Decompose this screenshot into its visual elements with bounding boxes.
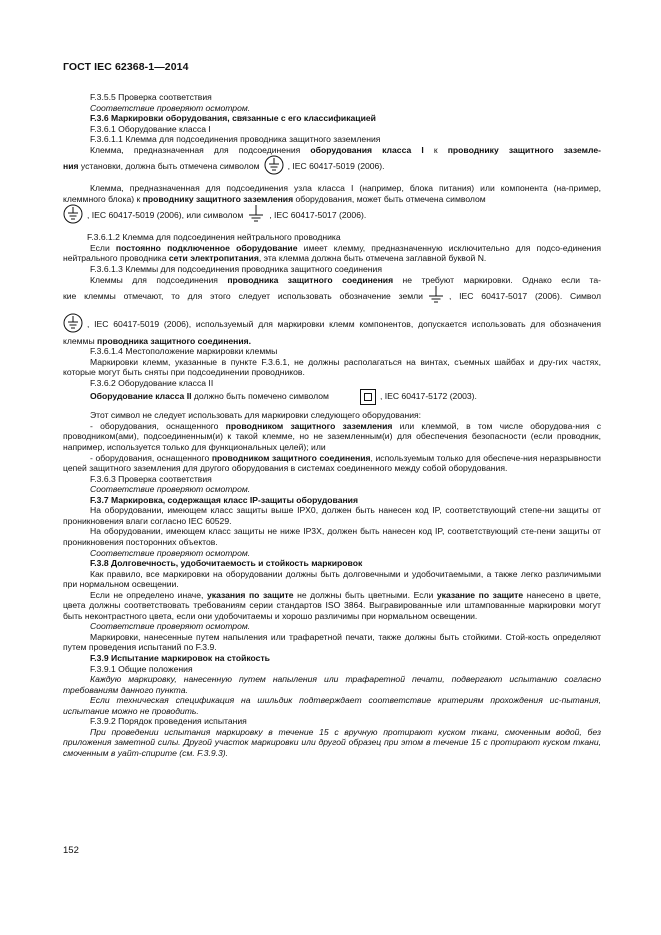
para-permanence: Маркировки, нанесенные путем напыления или трафаретной печати, также должны быть стойкими. Стой-кость определяют путем проведения испытаний по F.3.9. xyxy=(63,631,601,653)
para-ipx0: На оборудовании, имеющем класс защиты выше IPX0, должен быть нанесен код IP, соответствующий степе-ни защиты от проникновения влаги согласно IEC 60529. xyxy=(63,505,601,526)
heading-f36: F.3.6 Маркировки оборудования, связанные с его классификацией xyxy=(90,113,376,124)
para-test-each: Каждую маркировку, нанесенную путем напыления или трафаретной печати, подвергают испытанию согласно требованиям данного пункта. xyxy=(63,674,601,695)
compliance-check-2: Соответствие проверяют осмотром. xyxy=(90,484,251,495)
document-header: ГОСТ IEC 62368-1—2014 xyxy=(63,61,189,73)
compliance-check-1: Соответствие проверяют осмотром. xyxy=(90,102,251,113)
para-class-ii: Оборудование класса II должно быть помечено символом , IEC 60417-5172 (2003). xyxy=(63,388,601,410)
heading-f38: F.3.8 Долговечность, удобочитаемость и стойкость маркировок xyxy=(90,558,363,569)
earth-symbol-icon xyxy=(247,204,265,232)
heading-f37: F.3.7 Маркировка, содержащая класс IP-защиты оборудования xyxy=(90,494,358,505)
earth-symbol-icon xyxy=(427,285,445,313)
subclause-f392: F.3.9.2 Порядок проведения испытания xyxy=(90,716,247,727)
page-body xyxy=(63,92,601,758)
protective-earth-symbol-icon xyxy=(63,204,83,232)
para-protective-earth-1: Клемма, предназначенная для подсоединения оборудования класса I к проводнику защитного заземле- xyxy=(90,144,601,155)
para-bonding-terminal-cont: кие клеммы отмечают, то для этого следует использовать обозначение земли , IEC 60417-5017 (2006). Символ xyxy=(63,285,601,313)
para-class-i-subassembly-cont: , IEC 60417-5019 (2006), или символом , IEC 60417-5017 (2006). xyxy=(63,204,601,232)
class-ii-symbol-icon xyxy=(333,389,376,410)
subclause-f3613: F.3.6.1.3 Клеммы для подсоединения проводника защитного соединения xyxy=(90,264,382,275)
subclause-f363: F.3.6.3 Проверка соответствия xyxy=(90,473,212,484)
para-neutral-terminal: Если постоянно подключенное оборудование имеет клемму, предназначенную исключительно для подсо-единения нейтрального проводника сети электропитания, эта клемма должна быть отмечена заглавной буквой N. xyxy=(63,242,601,264)
subclause-f3555: F.3.5.5 Проверка соответствия xyxy=(90,92,212,102)
subclause-f362: F.3.6.2 Оборудование класса II xyxy=(90,377,214,388)
page-number: 152 xyxy=(63,845,79,856)
compliance-check-3: Соответствие проверяют осмотром. xyxy=(90,547,251,558)
list-item-2: - оборудования, оснащенного проводником защитного соединения, используемым только для обеспече-ния неразрывности цепей защитного заземления для другого оборудования в системах соединенного между собой оборудования. xyxy=(63,452,601,474)
compliance-check-4: Соответствие проверяют осмотром. xyxy=(90,621,251,632)
para-durable: Как правило, все маркировки на оборудовании должны быть долговечными и удобочитаемыми, а также легко различимыми при нормальном освещении. xyxy=(63,568,601,590)
para-test-waive: Если техническая спецификация на шильдик подтверждает соответствие критериям прохождения ис-пытания, испытание можно не проводить. xyxy=(63,695,601,716)
protective-earth-symbol-icon xyxy=(264,155,284,183)
list-item-1: - оборудования, оснащенного проводником защитного заземления или клеммой, в том числе оборудова-ния с проводником(ами), подсоединенным(и) к такой клемме, но не заземленным(и) для обеспечения безопасности (если проводник, например, используется только для функциональных целей); или xyxy=(63,420,601,453)
para-class-i-subassembly: Клемма, предназначенная для подсоединения узла класса I (например, блока питания) или компонента (на-пример, клеммного блока) к проводнику защитного заземления оборудования, может быть отмечена символом xyxy=(63,183,601,204)
para-protective-earth-1-cont: ния установки, должна быть отмечена символом , IEC 60417-5019 (2006). xyxy=(63,155,601,183)
subclause-f391: F.3.9.1 Общие положения xyxy=(90,663,193,674)
para-ip3x: На оборудовании, имеющем класс защиты не ниже IP3X, должен быть нанесен код IP, соответствующий сте-пени защиты от проникновения посторонних объектов. xyxy=(63,526,601,547)
para-bonding-terminal: Клеммы для подсоединения проводника защитного соединения не требуют маркировки. Однако если та- xyxy=(90,274,602,285)
subclause-f3612: F.3.6.1.2 Клемма для подсоединения нейтрального проводника xyxy=(87,232,341,243)
para-safeguard-colour: Если не определено иначе, указания по защите не должны быть цветными. Если указание по защите нанесено в цвете, цвета должны соответствовать требованиям серии стандартов ISO 3864. Выгравированные или штампованные маркировки могут быть неконтрастного цвета, если они удобочитаемы и хорошо различимы при нормальном освещении. xyxy=(63,589,601,621)
para-symbol-not-used: Этот символ не следует использовать для маркировки следующего оборудования: xyxy=(90,410,422,421)
para-bonding-terminal-cont2: , IEC 60417-5019 (2006), используемый для маркировки клемм компонентов, допускается использовать для обозначения клеммы проводника защитного соединения. xyxy=(63,313,601,346)
subclause-f3611: F.3.6.1.1 Клемма для подсоединения проводника защитного заземления xyxy=(90,134,381,145)
para-terminal-location: Маркировки клемм, указанные в пункте F.3.6.1, не должны располагаться на винтах, съемных шайбах и дру-гих частях, которые могут быть сняты при подсоединении проводников. xyxy=(63,356,601,378)
subclause-f361: F.3.6.1 Оборудование класса I xyxy=(90,123,211,134)
para-test-procedure: При проведении испытания маркировку в течение 15 с вручную протирают куском ткани, смоченным водой, без приложения заметной силы. Другой участок маркировки или другой образец при этом в течение 15 с протирают куском ткани, смоченным в уайт-спирите (см. F.3.9.3). xyxy=(63,726,601,758)
heading-f39: F.3.9 Испытание маркировок на стойкость xyxy=(90,652,270,663)
subclause-f3614: F.3.6.1.4 Местоположение маркировки клеммы xyxy=(90,346,278,357)
protective-earth-symbol-icon xyxy=(63,313,83,336)
